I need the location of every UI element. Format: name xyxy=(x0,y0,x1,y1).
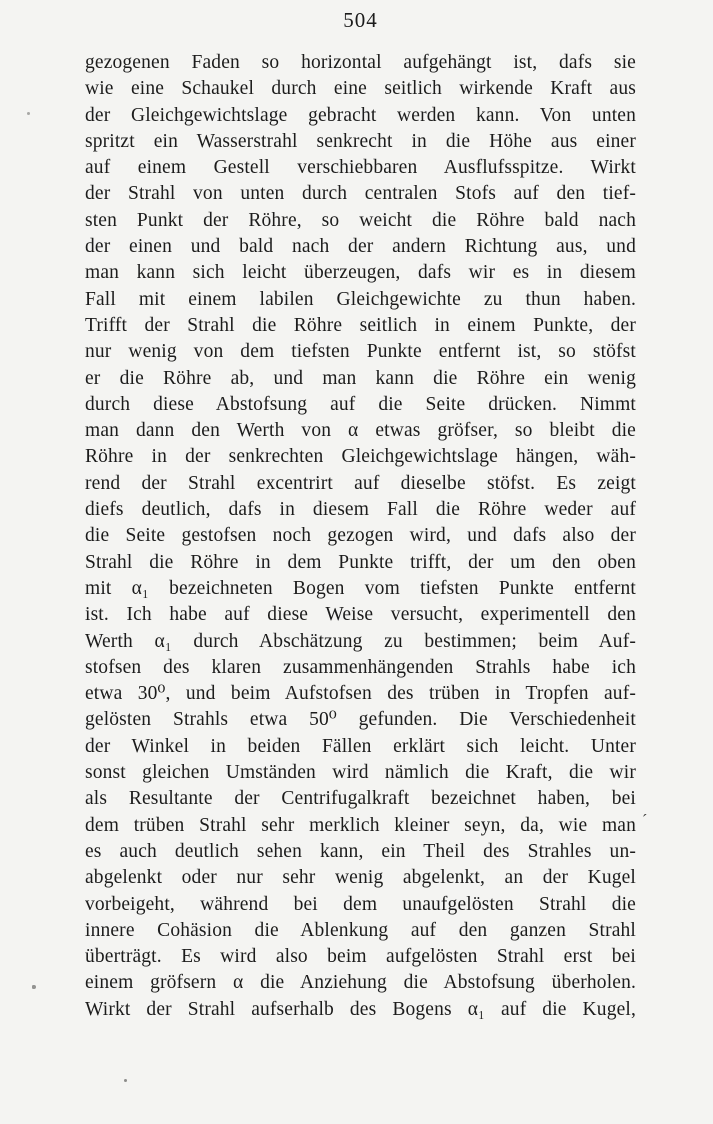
text-line: einem gröfsern α die Anziehung die Abstofsung überholen. xyxy=(85,972,636,994)
text-line: gezogenen Faden so horizontal aufgehängt ist, dafs sie xyxy=(85,52,636,73)
text-line: Fall mit einem labilen Gleichgewichte zu thun haben. xyxy=(85,288,636,310)
text-line: man dann den Werth von α etwas gröfser, so bleibt die xyxy=(85,420,636,442)
text-line: sonst gleichen Umständen wird nämlich die Kraft, die wir xyxy=(85,762,636,784)
text-line: es auch deutlich sehen kann, ein Theil des Strahles un- xyxy=(85,840,636,862)
text-line: Werth α₁ durch Abschätzung zu bestimmen; beim Auf- xyxy=(85,630,636,652)
page-number: 504 xyxy=(343,8,378,32)
text-line: die Seite gestofsen noch gezogen wird, und dafs also der xyxy=(85,525,636,547)
text-line: mit α₁ bezeichneten Bogen vom tiefsten Punkte entfernt xyxy=(85,577,636,599)
body-text xyxy=(85,50,636,1023)
scan-speck xyxy=(32,985,36,989)
text-line: wie eine Schaukel durch eine seitlich wirkende Kraft aus xyxy=(85,78,636,100)
text-line: abgelenkt oder nur sehr wenig abgelenkt, an der Kugel xyxy=(85,867,636,889)
text-line: innere Cohäsion die Ablenkung auf den ganzen Strahl xyxy=(85,919,636,941)
text-line: als Resultante der Centrifugalkraft bezeichnet haben, bei xyxy=(85,788,636,810)
text-line: überträgt. Es wird also beim aufgelösten Strahl erst bei xyxy=(85,946,636,968)
text-line: man kann sich leicht überzeugen, dafs wir es in diesem xyxy=(85,262,636,284)
text-line: der Winkel in beiden Fällen erklärt sich leicht. Unter xyxy=(85,735,636,757)
text-line: er die Röhre ab, und man kann die Röhre ein wenig xyxy=(85,367,636,389)
text-line: durch diese Abstofsung auf die Seite drücken. Nimmt xyxy=(85,393,636,415)
text-line: der Strahl von unten durch centralen Stofs auf den tief- xyxy=(85,183,636,205)
text-line: ist. Ich habe auf diese Weise versucht, experimentell den xyxy=(85,604,636,626)
stray-accent-mark: ´ xyxy=(642,812,648,829)
text-line: Strahl die Röhre in dem Punkte trifft, der um den oben xyxy=(85,551,636,573)
text-line: Wirkt der Strahl aufserhalb des Bogens α₁ auf die Kugel, xyxy=(85,998,636,1020)
text-line: auf einem Gestell verschiebbaren Ausflufsspitze. Wirkt xyxy=(85,157,636,179)
text-line: vorbeigeht, während bei dem unaufgelösten Strahl die xyxy=(85,893,636,915)
text-line: rend der Strahl excentrirt auf dieselbe stöfst. Es zeigt xyxy=(85,472,636,494)
text-line: der einen und bald nach der andern Richtung aus, und xyxy=(85,236,636,258)
text-line: etwa 30⁰, und beim Aufstofsen des trüben in Tropfen auf- xyxy=(85,683,636,705)
text-line: nur wenig von dem tiefsten Punkte entfernt ist, so stöfst xyxy=(85,341,636,363)
scan-speck xyxy=(124,1079,127,1082)
text-line: Trifft der Strahl die Röhre seitlich in einem Punkte, der xyxy=(85,314,636,336)
text-line: sten Punkt der Röhre, so weicht die Röhre bald nach xyxy=(85,209,636,231)
scan-speck xyxy=(27,112,30,115)
text-line: stofsen des klaren zusammenhängenden Strahls habe ich xyxy=(85,656,636,678)
text-line: dem trüben Strahl sehr merklich kleiner seyn, da, wie man xyxy=(85,814,636,836)
text-line: gelösten Strahls etwa 50⁰ gefunden. Die Verschiedenheit xyxy=(85,709,636,731)
text-line: spritzt ein Wasserstrahl senkrecht in die Höhe aus einer xyxy=(85,130,636,152)
text-line: Röhre in der senkrechten Gleichgewichtslage hängen, wäh- xyxy=(85,446,636,468)
text-line: der Gleichgewichtslage gebracht werden kann. Von unten xyxy=(85,104,636,126)
text-line: diefs deutlich, dafs in diesem Fall die Röhre weder auf xyxy=(85,499,636,521)
